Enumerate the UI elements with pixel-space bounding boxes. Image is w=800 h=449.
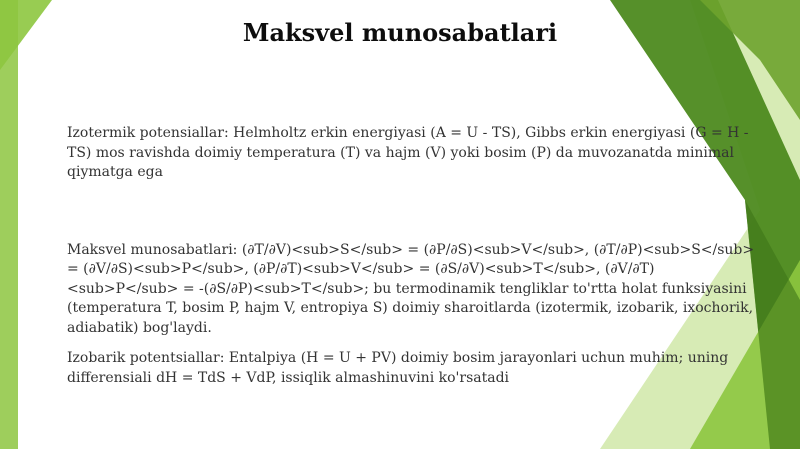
- slide-content: [67, 124, 757, 388]
- paragraph-isobaric-potentials: Izobarik potentsiallar: Entalpiya (H = U + PV) doimiy bosim jarayonlari uchun muhim; uning differensiali dH = TdS + VdP, issiqlik almashinuvini ko'rsatadi: [67, 350, 729, 386]
- slide-title: Maksvel munosabatlari: [242, 18, 558, 47]
- left-green-strip: [0, 0, 18, 449]
- paragraph-maxwell-relations: Maksvel munosabatlari: (∂T/∂V)<sub>S</sub> = (∂P/∂S)<sub>V</sub>, (∂T/∂P)<sub>S</sub> = (∂V/∂S)<sub>P</sub>, (∂P/∂T)<sub>V</sub> = (∂S/∂V)<sub>T</sub>, (∂V/∂T)<sub>P</sub> = -(∂S/∂P)<sub>T</sub>; bu termodinamik tengliklar to'rtta holat funksiyasini (temperatura T, bosim P, hajm V, entropiya S) doimiy sharoitlarda (izotermik, izobarik, ixochorik, adiabatik) bog'laydi.: [67, 241, 755, 336]
- paragraph-isothermal-potentials: Izotermik potensiallar: Helmholtz erkin energiyasi (A = U - TS), Gibbs erkin energiyasi (G = H - TS) mos ravishda doimiy temperatura (T) va hajm (V) yoki bosim (P) da muvozanatda minimal qiymatga ega: [67, 125, 749, 180]
